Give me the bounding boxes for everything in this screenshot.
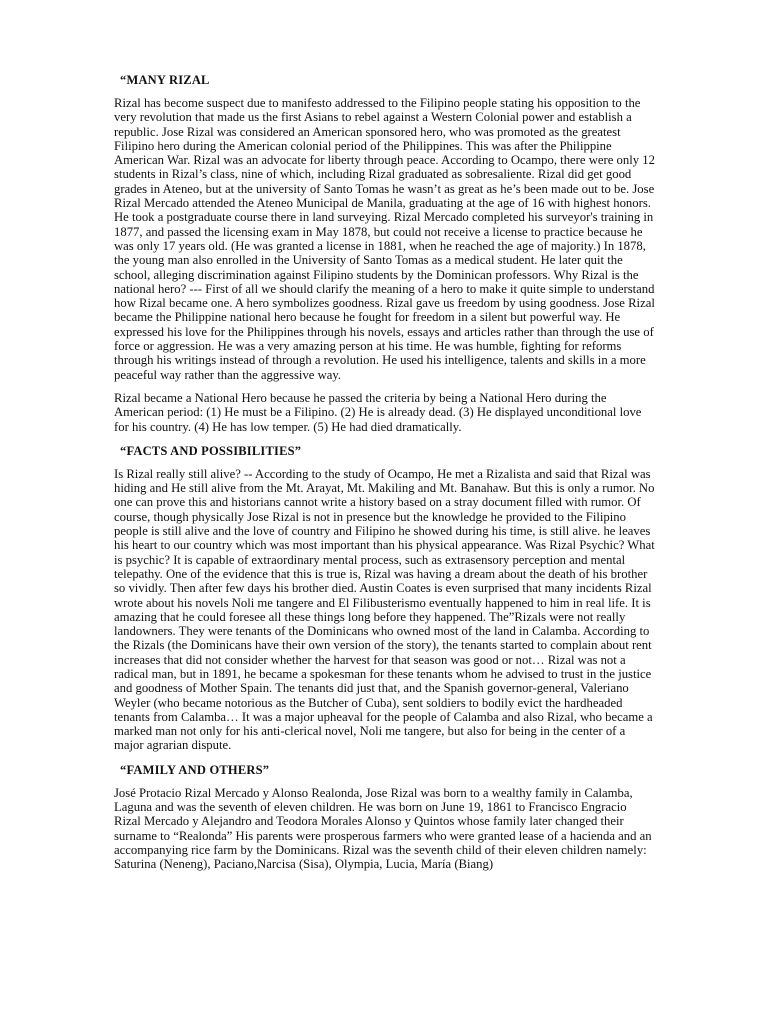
section-many-rizal: [114, 72, 656, 434]
paragraph: Rizal has become suspect due to manifesto addressed to the Filipino people stating his opposition to the very revolution that made us the first Asians to rebel against a Western Colonial power and establish a republic. Jose Rizal was considered an American sponsored hero, who was promoted as the greatest Filipino hero during the American colonial period of the Philippines. This was after the Philippine American War. Rizal was an advocate for liberty through peace. According to Ocampo, there were only 12 students in Rizal’s class, nine of which, including Rizal graduated as sobresaliente. Rizal did get good grades in Ateneo, but at the university of Santo Tomas he wasn’t as great as he’s been made out to be. Jose Rizal Mercado attended the Ateneo Municipal de Manila, graduating at the age of 16 with highest honors. He took a postgraduate course there in land surveying. Rizal Mercado completed his surveyor's training in 1877, and passed the licensing exam in May 1878, but could not receive a license to practice because he was only 17 years old. (He was granted a license in 1881, when he reached the age of majority.) In 1878, the young man also enrolled in the University of Santo Tomas as a medical student. He later quit the school, alleging discrimination against Filipino students by the Dominican professors. Why Rizal is the national hero? --- First of all we should clarify the meaning of a hero to make it quite simple to understand how Rizal became one. A hero symbolizes goodness. Rizal gave us freedom by using goodness. Jose Rizal became the Philippine national hero because he fought for freedom in a silent but powerful way. He expressed his love for the Philippines through his novels, essays and articles rather than through the use of force or aggression. He was a very amazing person at his time. He was humble, fighting for reforms through his writings instead of through a revolution. He used his intelligence, talents and skills in a more peaceful way rather than the aggressive way.: [114, 96, 655, 382]
paragraph: José Protacio Rizal Mercado y Alonso Realonda, Jose Rizal was born to a wealthy family in Calamba, Laguna and was the seventh of eleven children. He was born on June 19, 1861 to Francisco Engracio Rizal Mercado y Alejandro and Teodora Morales Alonso y Quintos whose family later changed their surname to “Realonda” His parents were prosperous farmers who were granted lease of a hacienda and an accompanying rice farm by the Dominicans. Rizal was the seventh child of their eleven children namely: Saturina (Neneng), Paciano,Narcisa (Sisa), Olympia, Lucia, María (Biang): [114, 785, 652, 872]
paragraph: Rizal became a National Hero because he passed the criteria by being a National Hero during the American period: (1) He must be a Filipino. (2) He is already dead. (3) He displayed unconditional love for his country. (4) He has low temper. (5) He had died dramatically.: [114, 390, 642, 434]
section-family-and-others: [114, 762, 656, 872]
section-heading: “FACTS AND POSSIBILITIES”: [120, 443, 302, 458]
paragraph: Is Rizal really still alive? -- According to the study of Ocampo, He met a Rizalista and said that Rizal was hiding and He still alive from the Mt. Arayat, Mt. Makiling and Mt. Banahaw. But this is only a rumor. No one can prove this and historians cannot write a history based on a stray document filled with rumor. Of course, though physically Jose Rizal is not in presence but the knowledge he provided to the Filipino people is still alive and the love of country and Filipino he showed during his time, is still alive. he leaves his heart to our country which was most important than his physical appearance. Was Rizal Psychic? What is psychic? It is capable of extraordinary mental process, such as extrasensory perception and mental telepathy. One of the evidence that this is true is, Rizal was having a dream about the death of his brother so vividly. Then after few days his brother died. Austin Coates is even surprised that many incidents Rizal wrote about his novels Noli me tangere and El Filibusterismo eventually happened to him in real life. It is amazing that he could foresee all these things long before they happened. The”Rizals were not really landowners. They were tenants of the Dominicans who owned most of the land in Calamba. According to the Rizals (the Dominicans have their own version of the story), the tenants started to complain about rent increases that did not consider whether the harvest for that season was good or not… Rizal was not a radical man, but in 1891, he became a spokesman for these tenants whom he advised to trust in the justice and goodness of Mother Spain. The tenants did just that, and the Spanish governor-general, Valeriano Weyler (who became notorious as the Butcher of Cuba), sent soldiers to bodily evict the hardheaded tenants from Calamba… It was a major upheaval for the people of Calamba and also Rizal, who became a marked man not only for his anti-clerical novel, Noli me tangere, but also for being in the center of a major agrarian dispute.: [114, 466, 655, 753]
section-heading: “FAMILY AND OTHERS”: [120, 762, 270, 777]
section-heading: “MANY RIZAL: [120, 73, 210, 87]
section-facts-and-possibilities: [114, 443, 656, 753]
